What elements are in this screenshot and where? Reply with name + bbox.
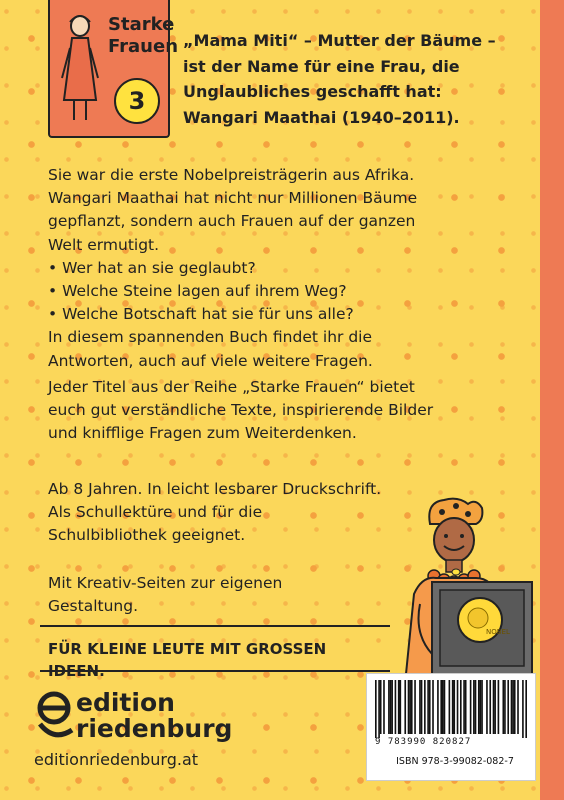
age-info-line: Ab 8 Jahren. In leicht lesbarer Druckschrift. bbox=[48, 480, 382, 498]
publisher-name bbox=[76, 690, 256, 742]
barcode-bar bbox=[398, 680, 400, 734]
creative-info-line: Mit Kreativ-Seiten zur eigenen bbox=[48, 574, 283, 592]
description-line: In diesem spannenden Buch findet ihr die bbox=[48, 328, 372, 347]
barcode-bar bbox=[375, 680, 377, 738]
barcode-bar bbox=[502, 680, 504, 734]
barcode-bar bbox=[475, 680, 477, 734]
question-bullet: • Welche Steine lagen auf ihrem Weg? bbox=[48, 282, 347, 301]
barcode-bar bbox=[449, 680, 451, 734]
barcode-bar bbox=[457, 680, 459, 734]
series-title-line2: Frauen bbox=[108, 36, 179, 57]
series-info-paragraph bbox=[48, 376, 488, 446]
barcode-bar bbox=[498, 680, 500, 734]
intro-line: „Mama Miti“ – Mutter der Bäume – bbox=[183, 31, 496, 50]
publisher-logo-icon bbox=[34, 690, 78, 746]
barcode-bar bbox=[388, 680, 390, 734]
barcode-bar bbox=[494, 680, 496, 734]
intro-line: ist der Name für eine Frau, die bbox=[183, 56, 460, 76]
series-info-line: Jeder Titel aus der Reihe „Starke Frauen“ bietet bbox=[48, 378, 415, 396]
barcode-bar bbox=[480, 680, 482, 734]
barcode-bar bbox=[378, 680, 380, 738]
barcode-bar bbox=[493, 680, 495, 734]
barcode-bar bbox=[470, 680, 472, 734]
barcode-bar bbox=[395, 680, 397, 734]
age-info-line: Als Schullektüre und für die bbox=[48, 503, 263, 522]
intro-line: Unglaubliches geschafft hat: bbox=[183, 82, 442, 101]
slogan-divider-bottom bbox=[40, 670, 390, 672]
woman-figure-icon bbox=[56, 8, 104, 128]
series-info-line: euch gut verständliche Texte, inspirierende Bilder bbox=[48, 401, 434, 420]
barcode-bar bbox=[460, 680, 462, 734]
description-line: Sie war die erste Nobelpreisträgerin aus Afrika. bbox=[48, 166, 415, 184]
barcode-bar bbox=[383, 680, 385, 734]
barcode-bar bbox=[437, 680, 439, 734]
barcode-bar bbox=[478, 680, 480, 734]
isbn-number: ISBN 978-3-99082-082-7 bbox=[396, 756, 514, 767]
wangari-maathai-illustration bbox=[396, 494, 536, 674]
barcode-bar bbox=[424, 680, 426, 734]
barcode-bar bbox=[380, 680, 382, 734]
barcode-bar bbox=[390, 680, 392, 734]
series-title bbox=[108, 14, 179, 58]
barcode-bar bbox=[404, 680, 406, 734]
intro-text bbox=[183, 28, 528, 130]
barcode-bar bbox=[411, 680, 413, 734]
barcode-bar bbox=[522, 680, 524, 738]
barcode-bar bbox=[473, 680, 475, 734]
slogan: FÜR KLEINE LEUTE MIT GROSSEN IDEEN. bbox=[48, 640, 327, 680]
description-paragraph bbox=[48, 164, 488, 373]
barcode-bar bbox=[452, 680, 454, 734]
barcode-bar bbox=[481, 680, 483, 734]
barcode-bar bbox=[408, 680, 410, 734]
publisher-website-link[interactable]: editionriedenburg.at bbox=[34, 750, 199, 769]
publisher-name-line1: edition bbox=[76, 688, 175, 717]
barcode-bar bbox=[525, 680, 527, 738]
barcode-bar bbox=[414, 680, 416, 734]
slogan-divider-top bbox=[40, 625, 390, 627]
barcode-area bbox=[366, 673, 536, 781]
intro-line: Wangari Maathai (1940–2011). bbox=[183, 107, 460, 127]
barcode-bar bbox=[465, 680, 467, 734]
creative-info-paragraph bbox=[48, 572, 378, 618]
right-color-strip bbox=[540, 0, 564, 800]
barcode-bar bbox=[427, 680, 429, 734]
barcode-bar bbox=[440, 680, 442, 734]
barcode-bar bbox=[511, 680, 513, 734]
age-info-paragraph bbox=[48, 478, 438, 548]
barcode-bar bbox=[489, 680, 491, 734]
series-info-line: und knifflige Fragen zum Weiterdenken. bbox=[48, 424, 357, 443]
description-line: Wangari Maathai hat nicht nur Millionen Bäume bbox=[48, 189, 418, 208]
barcode-bar bbox=[409, 680, 411, 734]
barcode-bar bbox=[463, 680, 465, 734]
creative-info-line: Gestaltung. bbox=[48, 597, 138, 616]
barcode-bar bbox=[391, 680, 393, 734]
question-bullet: • Welche Botschaft hat sie für uns alle? bbox=[48, 305, 354, 324]
description-line: Welt ermutigt. bbox=[48, 235, 160, 254]
question-bullet: • Wer hat an sie geglaubt? bbox=[48, 258, 256, 277]
series-badge bbox=[48, 0, 179, 138]
barcode-bar bbox=[486, 680, 488, 734]
publisher-name-line2: riedenburg bbox=[76, 714, 233, 743]
description-line: Antworten, auch auf viele weitere Fragen. bbox=[48, 351, 373, 370]
barcode-bar bbox=[442, 680, 444, 734]
barcode-bar bbox=[444, 680, 446, 734]
isbn-barcode bbox=[375, 680, 527, 738]
barcode-bar bbox=[453, 680, 455, 734]
barcode-bar bbox=[432, 680, 434, 734]
series-title-line1: Starke bbox=[108, 14, 175, 35]
description-line: gepflanzt, sondern auch Frauen auf der ganzen bbox=[48, 212, 416, 231]
barcode-bar bbox=[429, 680, 431, 734]
barcode-bar bbox=[512, 680, 514, 734]
barcode-bar bbox=[504, 680, 506, 734]
barcode-bar bbox=[400, 680, 402, 734]
barcode-bar bbox=[517, 680, 519, 734]
nobel-medal-text: NOBEL bbox=[486, 628, 510, 636]
barcode-bar bbox=[514, 680, 516, 734]
barcode-digits: 9 783990 820827 bbox=[375, 737, 472, 747]
barcode-bar bbox=[421, 680, 423, 734]
barcode-bar bbox=[419, 680, 421, 734]
barcode-bar bbox=[507, 680, 509, 734]
volume-number-badge: 3 bbox=[114, 78, 160, 124]
age-info-line: Schulbibliothek geeignet. bbox=[48, 526, 246, 545]
